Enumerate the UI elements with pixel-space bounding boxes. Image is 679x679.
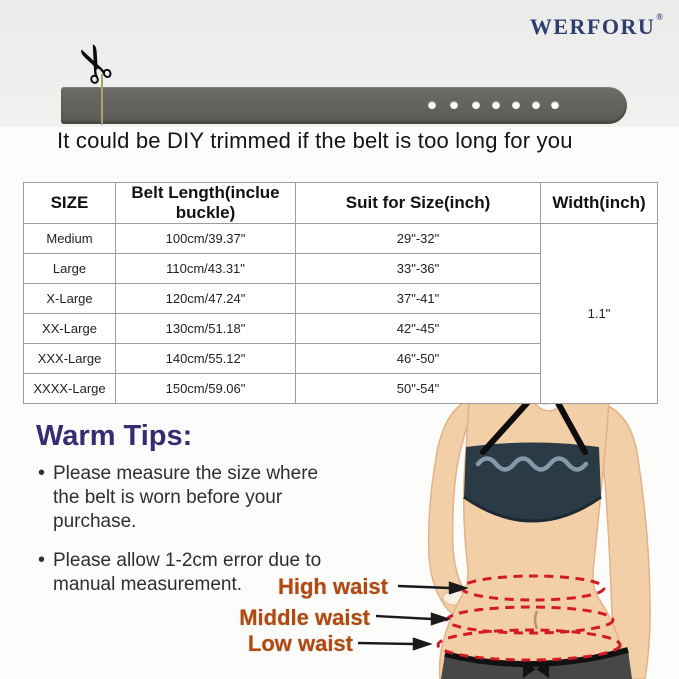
suit-cell: 33"-36": [296, 254, 541, 284]
col-header-width: Width(inch): [541, 183, 658, 224]
size-cell: X-Large: [24, 284, 116, 314]
col-header-belt-length: Belt Length(inclue buckle): [116, 183, 296, 224]
suit-cell: 37"-41": [296, 284, 541, 314]
tip-item: • Please allow 1-2cm error due to manual measurement.: [38, 549, 346, 597]
suit-cell: 29"-32": [296, 224, 541, 254]
size-cell: XXXX-Large: [24, 374, 116, 404]
length-cell: 150cm/59.06": [116, 374, 296, 404]
length-cell: 130cm/51.18": [116, 314, 296, 344]
headline: It could be DIY trimmed if the belt is too long for you: [57, 128, 573, 153]
size-cell: Medium: [24, 224, 116, 254]
suit-cell: 42"-45": [296, 314, 541, 344]
scissors-icon: ✂: [60, 31, 132, 95]
size-cell: XXX-Large: [24, 344, 116, 374]
middle-waist-arrowhead: [432, 614, 447, 624]
torso: [440, 393, 629, 679]
table-row: [24, 224, 658, 254]
suit-cell: 46"-50": [296, 344, 541, 374]
middle-waist-arrow: [376, 616, 432, 619]
col-header-suit-for-size: Suit for Size(inch): [296, 183, 541, 224]
low-waist-arrow: [358, 643, 414, 644]
length-cell: 120cm/47.24": [116, 284, 296, 314]
label-high-waist: High waist: [277, 574, 388, 599]
size-table: [23, 182, 658, 404]
length-cell: 140cm/55.12": [116, 344, 296, 374]
table-header-row: [24, 183, 658, 224]
width-merged-cell: 1.1": [541, 224, 658, 404]
col-header-size: SIZE: [24, 183, 116, 224]
length-cell: 100cm/39.37": [116, 224, 296, 254]
warm-tips-title: Warm Tips:: [36, 420, 193, 452]
low-waist-arrowhead: [414, 639, 429, 649]
size-cell: XX-Large: [24, 314, 116, 344]
label-middle-waist: Middle waist: [239, 605, 370, 630]
brand-name: WERFORU: [529, 14, 656, 39]
brand-logo: [530, 12, 663, 40]
suit-cell: 50"-54": [296, 374, 541, 404]
length-cell: 110cm/43.31": [116, 254, 296, 284]
label-low-waist: Low waist: [247, 631, 353, 656]
tip-item: • Please measure the size where the belt is worn before your purchase.: [38, 462, 346, 534]
size-cell: Large: [24, 254, 116, 284]
registered-trademark-icon: ®: [656, 12, 663, 22]
